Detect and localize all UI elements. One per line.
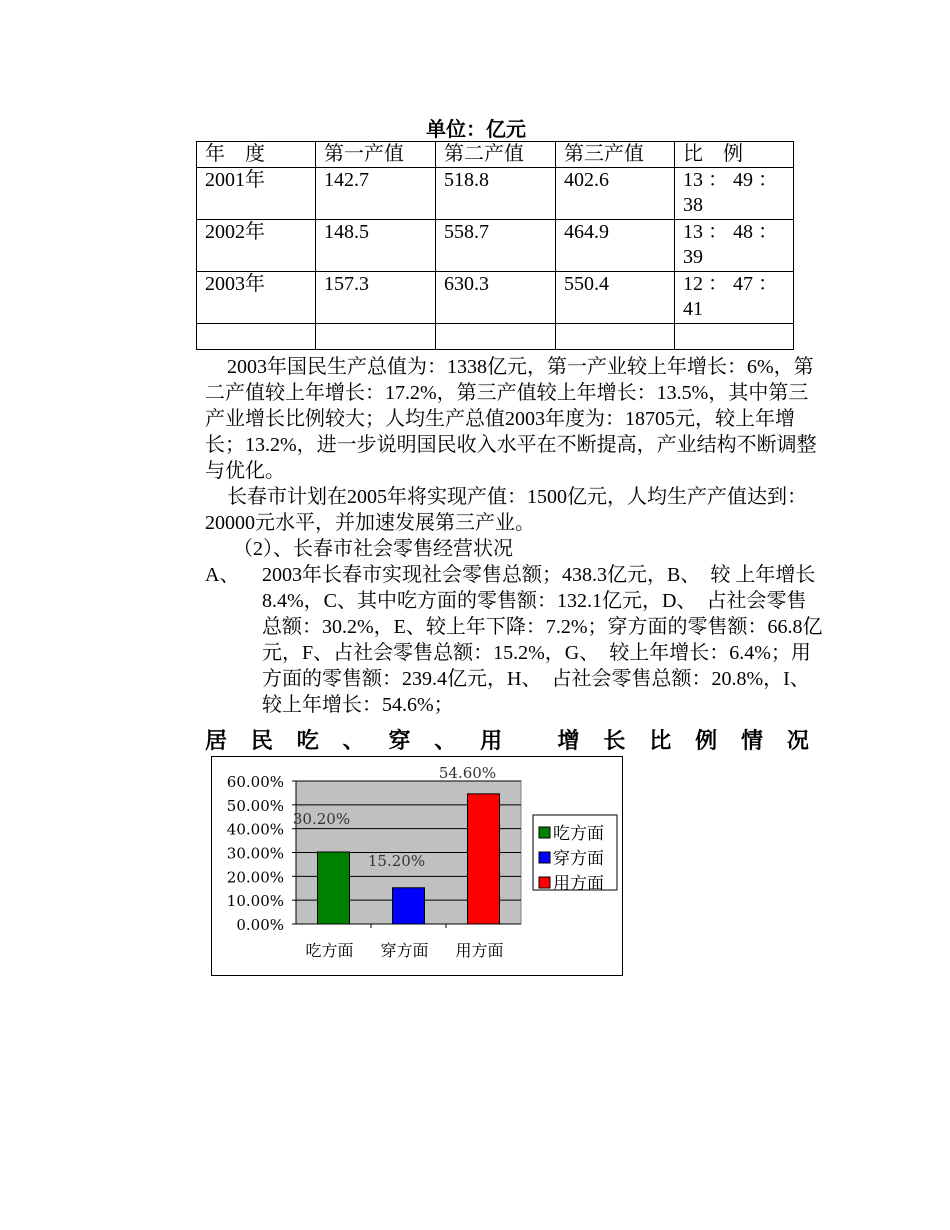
y-tick-label: 20.00% bbox=[226, 868, 284, 887]
x-tick-label: 吃方面 bbox=[305, 941, 354, 960]
table-cell bbox=[316, 324, 436, 350]
paragraph-gdp-summary: 2003年国民生产总值为：1338亿元，第一产业较上年增长：6%，第二产值较上年增长：17.2%，第三产值较上年增长：13.5%，其中第三产业增长比例较大；人均生产总值2003年度为：18705元，较上年增长；13.2%，进一步说明国民收入水平在不断提高，产业结构不断调整与优化。 bbox=[205, 356, 817, 482]
bar bbox=[318, 852, 350, 924]
y-tick-label: 60.00% bbox=[226, 773, 284, 791]
table-cell: 550.4 bbox=[556, 272, 675, 324]
table-cell: 2002年 bbox=[197, 220, 316, 272]
table-header-cell: 第一产值 bbox=[316, 142, 436, 168]
table-header-row bbox=[197, 142, 794, 168]
bar bbox=[468, 794, 500, 924]
retail-label: A、 bbox=[205, 564, 240, 586]
chart-title-char: 、 bbox=[434, 728, 457, 754]
y-tick-label: 50.00% bbox=[226, 796, 284, 815]
bar-chart-svg bbox=[212, 757, 622, 975]
table-cell: 558.7 bbox=[436, 220, 556, 272]
gdp-table bbox=[196, 141, 794, 350]
chart-title-char: 、 bbox=[342, 728, 365, 754]
legend-label: 用方面 bbox=[553, 874, 604, 894]
legend-swatch bbox=[539, 827, 550, 838]
y-tick-label: 10.00% bbox=[226, 892, 284, 911]
table-header-cell: 第三产值 bbox=[556, 142, 675, 168]
table-cell bbox=[197, 324, 316, 350]
table-row bbox=[197, 168, 794, 220]
chart-title bbox=[205, 724, 809, 755]
y-tick-label: 0.00% bbox=[236, 916, 284, 934]
table-cell: 2003年 bbox=[197, 272, 316, 324]
table-cell: 402.6 bbox=[556, 168, 675, 220]
unit-label: 单位：亿元 bbox=[426, 117, 526, 141]
paragraph-plan-2005: 长春市计划在2005年将实现产值：1500亿元，人均生产产值达到：20000元水平，并加速发展第三产业。 bbox=[205, 486, 807, 534]
chart-title-char: 例 bbox=[695, 728, 718, 754]
x-tick-label: 用方面 bbox=[455, 941, 504, 960]
data-label: 54.60% bbox=[438, 763, 497, 782]
table-cell bbox=[556, 324, 675, 350]
table-cell: 142.7 bbox=[316, 168, 436, 220]
data-label: 15.20% bbox=[367, 851, 426, 870]
chart-title-char: 长 bbox=[603, 728, 626, 754]
table-row bbox=[197, 272, 794, 324]
chart-title-char: 况 bbox=[786, 728, 809, 754]
chart-title-char: 吃 bbox=[296, 728, 319, 754]
section-heading: （2）、长春市社会零售经营状况 bbox=[233, 538, 513, 560]
table-cell: 148.5 bbox=[316, 220, 436, 272]
table-cell: 157.3 bbox=[316, 272, 436, 324]
table-cell: 12 ： 47 ： 41 bbox=[675, 272, 794, 324]
chart-title-char: 民 bbox=[250, 728, 273, 754]
table-row bbox=[197, 220, 794, 272]
retail-list bbox=[205, 562, 825, 718]
chart-title-char: 用 bbox=[480, 728, 503, 754]
chart-title-char: 穿 bbox=[388, 728, 411, 754]
legend-swatch bbox=[539, 877, 550, 888]
table-header-cell: 年 度 bbox=[197, 142, 316, 168]
bar bbox=[393, 888, 425, 924]
table-header-cell: 比 例 bbox=[675, 142, 794, 168]
chart-title-char bbox=[526, 724, 534, 755]
table-empty-row bbox=[197, 324, 794, 350]
legend-label: 吃方面 bbox=[553, 824, 604, 844]
chart-title-char: 增 bbox=[557, 728, 580, 754]
table-cell: 2001年 bbox=[197, 168, 316, 220]
table-cell bbox=[675, 324, 794, 350]
table-cell: 630.3 bbox=[436, 272, 556, 324]
legend-label: 穿方面 bbox=[553, 849, 604, 869]
table-header-cell: 第二产值 bbox=[436, 142, 556, 168]
table-cell: 518.8 bbox=[436, 168, 556, 220]
table-cell: 13 ： 49 ： 38 bbox=[675, 168, 794, 220]
data-label: 30.20% bbox=[292, 810, 351, 829]
y-tick-label: 40.00% bbox=[226, 820, 284, 839]
legend-swatch bbox=[539, 852, 550, 863]
bar-chart bbox=[211, 756, 623, 976]
table-cell bbox=[436, 324, 556, 350]
y-tick-label: 30.00% bbox=[226, 844, 284, 863]
x-tick-label: 穿方面 bbox=[380, 941, 429, 960]
retail-body: 2003年长春市实现社会零售总额；438.3亿元，B、 较 上年增长8.4%，C、其中吃方面的零售额：132.1亿元，D、 占社会零售总额：30.2%，E、较上年下降：7.2%；穿方面的零售额：66.8亿元，F、占社会零售总额：15.2%，G、 较上年增长：6.4%；用方面的零售额：239.4亿元，H、 占社会零售总额：20.8%，I、 较上年增长：54.6%； bbox=[262, 564, 823, 716]
table-cell: 13 ： 48 ： 39 bbox=[675, 220, 794, 272]
chart-title-char: 比 bbox=[649, 728, 672, 754]
table-cell: 464.9 bbox=[556, 220, 675, 272]
chart-title-char: 情 bbox=[740, 728, 763, 754]
chart-title-char: 居 bbox=[205, 728, 228, 754]
